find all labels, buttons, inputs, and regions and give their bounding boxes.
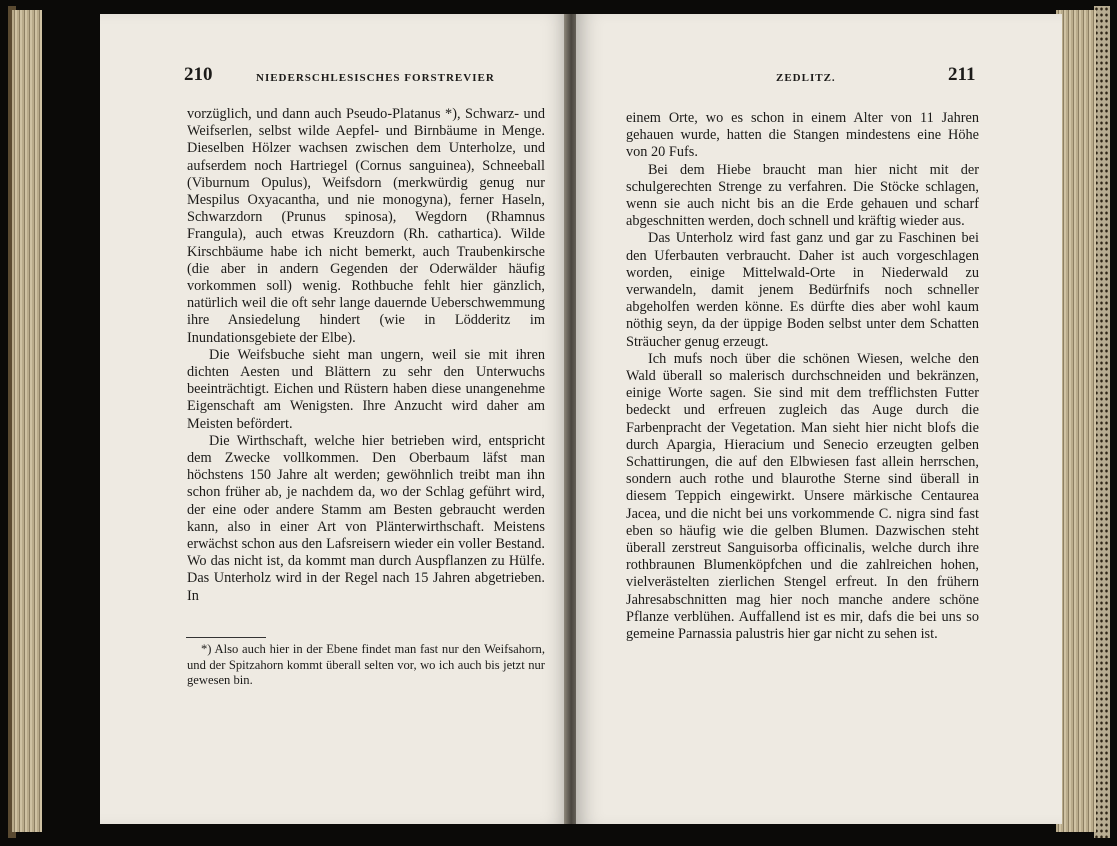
page-edges-left bbox=[12, 10, 42, 832]
paragraph: Bei dem Hiebe braucht man hier nicht mit der schulgerechten Strenge zu verfahren. Die Stöcke schlagen, wenn sie auch nicht bis an die Erde gehauen und scharf abgeschnitten werden, doch schnell und kräftig wieder aus. bbox=[626, 161, 979, 230]
running-header: ZEDLITZ. bbox=[776, 72, 836, 84]
left-page bbox=[100, 14, 570, 824]
paragraph: Ich mufs noch über die schönen Wiesen, welche den Wald überall so malerisch durchschneiden und bekränzen, einige Worte sagen. Sie sind mit dem trefflichsten Futter bedeckt und erfreuen zugleich das Auge durch die Farbenpracht der Vegetation. Man sieht hier nicht blofs die durch Apargia, Hieracium und Senecio erzeugten gelben Schattirungen, die auf den Elbwiesen fast allein herrschen, sondern auch rothe und blaurothe Sterne sind überall in diesem Teppich eingewirkt. Unsere märkische Centaurea Jacea, und die nicht bei uns vorkommende C. nigra sind fast eben so häufig wie die gelben Blumen. Dazwischen steht überall zerstreut Sanguisorba officinalis, welche durch ihre rothbraunen Blumenköpfchen und die zahlreichen hohen, vielverästelten zierlichen Stengel erfreut. In den frühern Jahresabschnitten mag hier noch manche andere schöne Pflanze verblühen. Auffallend ist es mir, dafs die bei uns so gemeine Parnassia palustris hier gar nicht zu sehen ist. bbox=[626, 350, 979, 643]
paragraph: Die Weifsbuche sieht man ungern, weil sie mit ihren dichten Aesten und Blättern zu sehr den Unterwuchs beeinträchtigt. Eichen und Rüstern haben diese unangenehme Eigenschaft am Wenigsten. Ihre Anzucht wird daher am Meisten befördert. bbox=[187, 346, 545, 432]
paragraph: einem Orte, wo es schon in einem Alter von 11 Jahren gehauen wurde, hatten die Stangen mindestens eine Höhe von 20 Fufs. bbox=[626, 110, 979, 161]
page-number: 210 bbox=[184, 64, 213, 85]
open-book bbox=[8, 6, 1110, 838]
page-number: 211 bbox=[948, 64, 976, 85]
running-header: NIEDERSCHLESISCHES FORSTREVIER bbox=[256, 72, 495, 84]
footnote-rule bbox=[186, 637, 266, 638]
left-body-text bbox=[187, 106, 545, 605]
book-cover-right bbox=[1094, 6, 1110, 838]
footnote bbox=[187, 642, 545, 689]
right-page bbox=[576, 14, 1062, 824]
paragraph: Die Wirthschaft, welche hier betrieben wird, entspricht dem Zwecke vollkommen. Den Oberbaum läfst man höchstens 150 Jahre alt werden; gewöhnlich treibt man ihn schon früher ab, je nachdem da, wo der Schlag geführt wird, der eine oder andere Stamm am Besten gebraucht werden kann, also in einer Art von Plänterwirthschaft. Meistens erwächst schon aus den Lafsreisern wieder ein voller Bestand. Wo das nicht ist, da kommt man durch Auspflanzen zu Hülfe. Das Unterholz wird in der Regel nach 15 Jahren abgetrieben. In bbox=[187, 432, 545, 604]
page-edges-right bbox=[1056, 10, 1096, 832]
paragraph: vorzüglich, und dann auch Pseudo-Platanus *), Schwarz- und Weifserlen, selbst wilde Aepfel- und Birnbäume in Menge. Dieselben Hölzer wachsen zwischen dem Unterholze, und aufserdem noch Hartriegel (Cornus sanguinea), Schneeball (Viburnum Opulus), Weifsdorn (merkwürdig genug nur Mespilus Oxyacantha, und nie monogyna), ferner Haseln, Schwarzdorn (Prunus spinosa), Wegdorn (Rhamnus Frangula), auch etwas Kreuzdorn (Rh. cathartica). Wilde Kirschbäume habe ich nicht bemerkt, auch Traubenkirsche (die aber in andern Gegenden der Oderwälder häufig vorkommen soll) wenig. Rothbuche fehlt hier gänzlich, natürlich weil die oft sehr lange dauernde Ueberschwemmung ihre Ansiedelung hindert (wie in Lödderitz im Inundationsgebiete der Elbe). bbox=[187, 106, 545, 346]
paragraph: Das Unterholz wird fast ganz und gar zu Faschinen bei den Uferbauten verbraucht. Daher ist auch vorgeschlagen worden, einige Mittelwald-Orte in Niederwald zu verwandeln, damit jenem Bedürfnifs noch schneller abgeholfen werden könne. Es dürfte dies aber wohl kaum nöthig seyn, da der üppige Boden selbst unter dem Schatten Sträucher genug erzeugt. bbox=[626, 230, 979, 350]
right-body-text bbox=[626, 110, 979, 643]
footnote-text: *) Also auch hier in der Ebene findet man fast nur den Weifsahorn, und der Spitzahorn kommt überall selten vor, wo ich auch bis jetzt nur gewesen bin. bbox=[187, 642, 545, 687]
